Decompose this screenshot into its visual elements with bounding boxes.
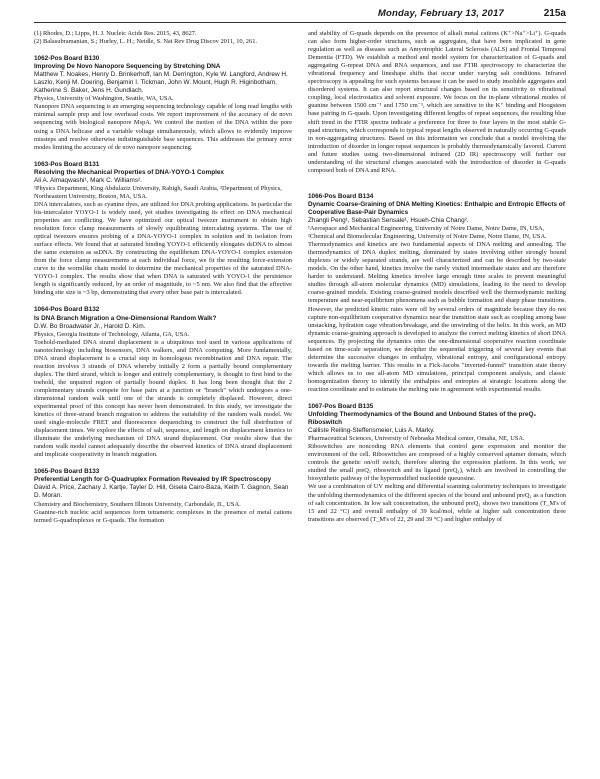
abstract-title: Unfolding Thermodynamics of the Bound and Unbound States of the preQ₁ Riboswitch [308, 411, 537, 427]
abstract-affiliation: Physics, University of Washington, Seattle, WA, USA. [34, 95, 174, 103]
abstract-id: 1064-Pos Board B132 [34, 306, 100, 314]
abstract-body: Thermodynamics and kinetics are two fundamental aspects of DNA melting and annealing. The thermodynamics of DNA duplex melting, dominated by states involving either strongly bound duplexes or widely separated strands, are well characterized and can be described by two-state models. On the other hand, kinetics involve the rarely visited intermediate states and are therefore harder to understand. Melting kinetics involve large enough time scales to prevent meaningful studies through all-atom molecular dynamics (MD) simulations, leading to the need to develop coarse-grained models. Existing coarse-grained models described well the thermodynamic melting temperature and near-equilibrium phenomena such as bubble formation and sharp phase transitions. However, the predicted kinetic rates were off by several orders of magnitude because they do not capture non-equilibrium cooperative dynamics near the transition state such as coupling among base unstacking, hydration cage vibration/breakage, and the unwinding of the helix. In this work, an MD dynamic coarse-graining approach is developed to analyze the correct melting kinetics of short DNA sequences. By projecting the dynamics onto the one-dimensional cooperative reaction coordinate based on time-scale separation, we decipher the sequential triggering of several key events that determine the successive changes in enthalpy, vibrational entropy, and configurational entropy towards the melting barrier. This results in a Fick-Jacobs "inverted-funnel" transition state theory which allows us to use all-atom MD simulations, principal component analysis, and classic homogenization theory to identify the enthalpies and entropies at strategic locations along the reaction coordinate and to estimate the melting rate in agreement with experimental results. [308, 241, 566, 393]
reference-1: (1) Rhodes, D.; Lipps, H. J. Nucleic Acids Res. 2015, 43, 8627. [34, 30, 197, 37]
abstract-1065 [34, 468, 292, 524]
abstract-title: Improving De Novo Nanopore Sequencing by Stretching DNA [34, 63, 221, 71]
abstract-1064 [34, 306, 292, 459]
abstract-body: Nanopore DNA sequencing is an emerging sequencing technology capable of long read lengths with minimal sample prep and low overhead costs. We report improvement of the accuracy of de novo sequencing with biological nanopore MspA. We control the motion of the DNA within the pore using a DNA helicase and a variable voltage simultaneously, which allows to evidently improve missteps and resolve otherwise indistinguishable base sequences. This addresses the primary error modes limiting the accuracy of de novo nanopore sequencing. [34, 103, 292, 151]
abstract-body: Riboswitches are noncoding RNA elements that control gene expression and monitor the environment of the cell. Riboswitches are composed of a highly conserved aptamer domain, which controls the genetic on/off switch, therefore altering the expression platform. In this work, we studied the small preQ₁ riboswitch and its ligand (preQ₁), which are involved in controlling the biosynthetic pathway of the hypermodified nucleotide queuosine. [308, 443, 566, 483]
left-column [34, 30, 292, 772]
abstract-title: Is DNA Branch Migration a One-Dimensional Random Walk? [34, 314, 217, 322]
abstract-affiliation: ¹Aerospace and Mechanical Engineering, University of Notre Dame, Notre Dame, IN, USA, ²Chemical and Biomolecular Engineering, University of Notre Dame, Notre Dame, IN, USA. [308, 225, 547, 241]
abstract-authors: D.W. Bo Broadwater Jr., Harold D. Kim. [34, 322, 146, 330]
abstract-authors: Matthew T. Noakes, Henry D. Brinkerhoff, Ian M. Derrington, Kyle W. Langford, Andrew H. Laszlo, Kenji M. Doering, Benjamin I. Tickman, John W. Mount, Hugh R. Higinbotham, Katherine S. Baker, Jens H. Gundlach. [34, 71, 288, 95]
header-date: Monday, February 13, 2017 [377, 8, 504, 19]
abstract-body: Toehold-mediated DNA strand displacement is a ubiquitous tool used in various applications of nanotechnology including biosensors, DNA walkers, and DNA computing. More fundamentally, DNA strand displacement is a crucial step in homologous recombination and DNA repair. The reaction involves 3 strands of DNA whereby initially 2 form a partially bound complementary duplex. The third strand, which is longer and entirely complementary, is thought to first bind to the toehold, the unpaired region of partially bound duplex. It has long been thought that the 2 complementary strands compete for base pairs at a junction or "branch" which undergoes a one-dimensional random walk until one of the strands is completely displaced. However, direct experimental proof of this concept has never been demonstrated. In this study, we investigate the kinetics of three-strand branch migration to address the suitability of the random walk model. We used single-molecule FRET and fluorescence dequenching to construct the full distribution of displacement times. We explore the effects of salt, sequence, and length on displacement kinetics to illuminate the underlying mechanism of DNA strand displacement. Our results show that the random walk model cannot adequately describe the observed kinetics of DNA strand displacement and implicate cooperativity in branch migration. [34, 338, 292, 459]
abstract-affiliation: Physics, Georgia Institute of Technology, Atlanta, GA, USA. [34, 330, 190, 338]
abstract-title: Resolving the Mechanical Properties of DNA-YOYO-1 Complex [34, 168, 224, 176]
right-column [308, 30, 566, 772]
abstract-title: Preferential Length for G-Quadruplex Formation Revealed by IR Spectroscopy [34, 476, 272, 484]
page-number: 215a [543, 8, 566, 19]
abstract-id: 1063-Pos Board B131 [34, 160, 100, 168]
abstract-authors: Ali A. Almaqwashi¹, Mark C. Williams². [34, 176, 142, 184]
abstract-id: 1067-Pos Board B135 [308, 403, 374, 411]
abstract-title: Dynamic Coarse-Graining of DNA Melting Kinetics: Enthalpic and Entropic Effects of Cooperative Base-Pair Dynamics [308, 200, 565, 216]
abstract-1066 [308, 193, 566, 394]
abstract-1067 [308, 403, 566, 524]
abstract-1063 [34, 161, 292, 298]
abstract-affiliation: ¹Physics Department, King Abdulaziz University, Rabigh, Saudi Arabia, ²Department of Physics, Northeastern University, Boston, MA, USA. [34, 184, 282, 200]
abstract-authors: David A. Price, Zachary J. Kartje, Tayler D. Hill, Gisela Cairo-Baza, Keith T. Gagnon, Sean D. Moran. [34, 484, 289, 500]
abstract-1062 [34, 55, 292, 152]
abstract-authors: Zhangli Peng¹, Sebastian Sensale¹, Hsueh-Chia Chang². [308, 216, 469, 224]
abstract-authors: Calliste Reiling-Steffensmeier, Luis A. Marky. [308, 427, 435, 435]
abstract-1065-continuation: and stability of G-quads depends on the presence of alkali metal cations (K⁺>Na⁺>Li⁺). G-quads can also form higher-order structures, such as aggregates, that have been implicated in gene regulation as well as diseases such as Amyotrophic Lateral Sclerosis (ALS) and Frontal Temporal Dementia (FTD). We establish a method and model system for characterization of G-quads and aggregating G-repeat DNA and RNA sequences, and use FTIR spectroscopy to characterize the vibrational frequency and lineshape shifts that occur under varying salt conditions. Infrared spectroscopy is appealing for such systems because it can be used to study insoluble aggregates and disordered systems. It can also report structural changes based on its sensitivity to vibrational coupling, local electrostatics and solvent exposure. We focus on the in-plane vibrational modes of guanine between 1500 cm⁻¹ and 1750 cm⁻¹, which are sensitive to the K⁺ binding and Hoogsteen base pairing in G-quads. Upon investigating different lengths of repeat sequences, the resulting blue shift trend in the FTIR spectra indicate a preference for three to four layers in the most stable G-quad structures, which corresponds to typical repeat lengths observed in naturally occurring G-quads in non-aggregating structures. Based on this information we conclude that a model involving the introduction of disorder in longer repeat sequences is probably thermodynamically favored. Current and future studies using two-dimensional infrared (2D IR) spectroscopy will further our understanding of the structural changes associated with the introduction of disorder in G-quads composed both of DNA and RNA. [308, 30, 566, 174]
reference-2: (2) Balasubramanian, S.; Hurley, L. H.; Neidle, S. Nat Rev Drug Discov 2011, 10, 261. [34, 38, 257, 46]
abstract-body: DNA intercalators, such as cyanine dyes, are utilized for DNA probing applications. In particular the bis-intercalator YOYO-1 is widely used, yet studies investigating its effect on DNA mechanical properties are conflicting. We have optimized our optical tweezer instrument to obtain high resolution force clamp measurements of slowly equilibrating intercalating systems. The use of optical tweezers ensures probing of a DNA-YOYO-1 complex in solution and in isolation from surface effects. We found that at saturated binding YOYO-1 efficiently elongates dsDNA to almost the same extension as ssDNA. By constructing the equilibrium DNA-YOYO-1 complex extension from the force clamp measurements at each individual force, we fit the resulting force-extension curve to the wormlike chain model to determine the mechanical properties of the saturated DNA-YOYO-1 complex. The results show that when DNA is saturated with YOYO-1 the persistence length is significantly reduced, by an order of magnitude, to ~5 nm. We also find that the effective binding site size is ~3 bp, demonstrating that every other base pair is intercalated. [34, 200, 292, 297]
page-header [34, 8, 566, 23]
abstract-id: 1062-Pos Board B130 [34, 55, 100, 63]
abstract-affiliation: Pharmaceutical Sciences, University of Nebraska Medical center, Omaha, NE, USA. [308, 435, 525, 443]
abstract-body-continued: We use a combination of UV melting and differential scanning calorimetry techniques to investigate the unfolding thermodynamics of the different species of the bound and unbound preQ₁ as a function of salt concentration. In low salt concentration, the unbound preQ₁ shows two transitions (T_M's of 15 and 22 °C) and overall enthalpy of 39 kcal/mol, while at higher salt concentration three transitions are observed (T_M's of 22, 29 and 39 °C) and higher enthalpy of [308, 483, 566, 523]
abstract-id: 1066-Pos Board B134 [308, 192, 374, 200]
abstract-body: Guanine-rich nucleic acid sequences form tetrameric complexes in the presence of metal cations termed G-quadruplexes or G-quads. The formation [34, 508, 292, 524]
abstract-affiliation: Chemistry and Biochemistry, Southern Illinois University, Carbondale, IL, USA. [34, 500, 241, 508]
abstract-id: 1065-Pos Board B133 [34, 468, 100, 476]
